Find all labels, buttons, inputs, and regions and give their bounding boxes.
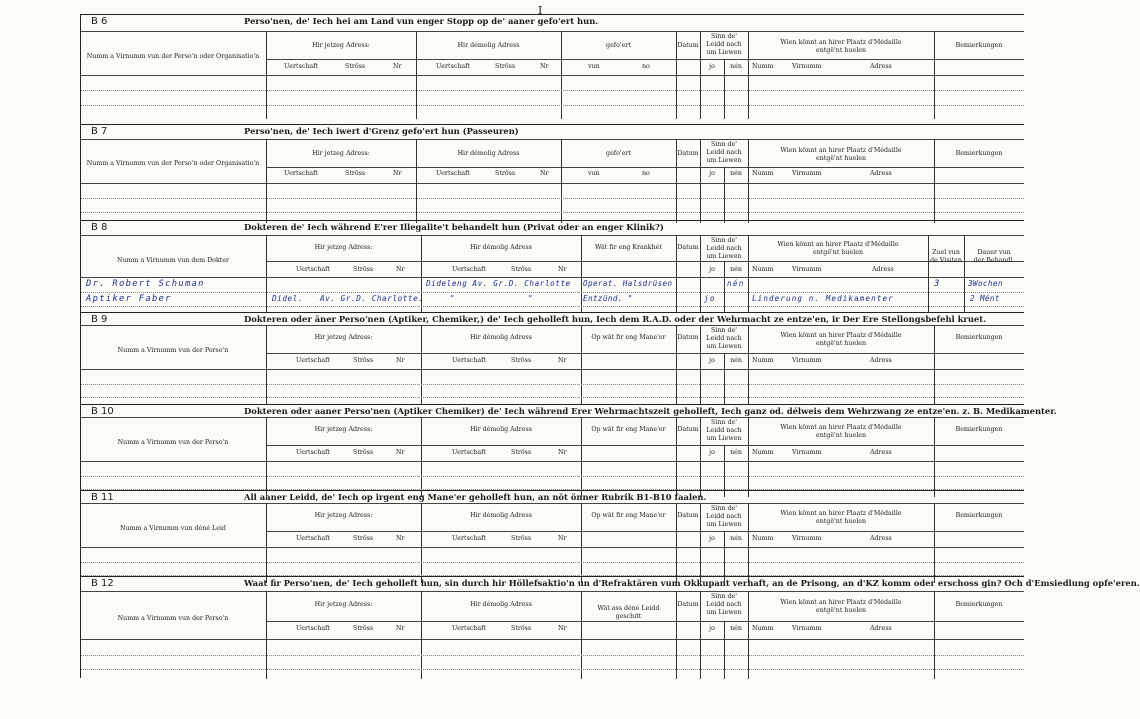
col-header-town: Uertschaft <box>452 266 487 273</box>
page-top-mark: I <box>538 4 543 17</box>
entry-former-address: Dideleng Av. Gr.D. Charlotte <box>426 279 571 288</box>
col-header-yes: jo <box>709 63 715 70</box>
col-header-name: Numm a Virnumm vun der Perso'n oder Organisatio'n <box>86 53 260 60</box>
col-header-town: Uertschaft <box>284 170 319 177</box>
col-header-street: Ströss <box>511 266 532 273</box>
section-b9: B 9 Dokteren oder äner Perso'nen (Aptiker, Chemiker,) de' Iech geholleft hun, Iech dem R.A.D. oder der Wehrmacht ze entze'en, ir Der Ere Stellongsbefehl kruet. Numm a Virnumm vun der Perso'n Hir jetzeg Adress: Uertschaft Ströss Nr Hir démolig Adress Uertschaft Ströss Nr Op wät fir eng Mane'er Datum Sinn de' Leidd nach um Liewen jo nén Wien könnt an hirer Plaatz d'Médaille entgë'nt huelen Numm Virnumm Adress Bemierkungen <box>80 312 1024 405</box>
col-header-illness: Wät fir eng Krankhét <box>595 244 662 251</box>
col-header-former-address: Hir démolig Adress <box>457 42 520 49</box>
section-title: Dokteren de' Iech während E'rer Illegalite't behandelt hun (Privat oder an enger Klinik?) <box>244 222 664 232</box>
col-header-town: Uertschaft <box>284 63 319 70</box>
col-header-no: nén <box>730 625 742 632</box>
col-header-medal: Wien könnt an hirer Plaatz d'Médaille <box>780 424 902 431</box>
col-header-number: Nr <box>558 625 567 632</box>
col-header-to: no <box>642 63 650 70</box>
col-header-address: Adress <box>870 170 892 177</box>
col-header-street: Ströss <box>345 63 366 70</box>
col-header-yes: jo <box>709 625 715 632</box>
col-header-current-address: Hir jetzeg Adress: <box>314 601 373 608</box>
col-header-alive: Sinn de' <box>711 141 737 148</box>
col-header-street: Ströss <box>353 266 374 273</box>
col-header-first-name: Numm <box>752 449 774 456</box>
col-header-town: Uertschaft <box>296 266 331 273</box>
col-header-first-name: Numm <box>752 625 774 632</box>
col-header-town: Uertschaft <box>452 449 487 456</box>
col-header-street: Ströss <box>345 170 366 177</box>
col-header-no: nén <box>730 535 742 542</box>
col-header-name: Numm a Virnumm vun der Perso'n <box>117 615 229 622</box>
col-header-manner: Op wät fir eng Mane'er <box>591 512 666 519</box>
col-header-medal: Wien könnt an hirer Plaatz d'Médaille <box>780 510 902 517</box>
col-header-current-address: Hir jetzeg Adress: <box>314 244 373 251</box>
col-header-number: Nr <box>540 170 549 177</box>
col-header-name: Numm a Virnumm vun déné Leid <box>120 525 226 532</box>
section-title: All aaner Leidd, de' Iech op irgent eng Mane'er geholleft hun, an nöt önner Rubrik B1-B10 faalen. <box>244 492 707 502</box>
col-header-alive: Sinn de' <box>711 593 737 600</box>
col-header-former-address: Hir démolig Adress <box>470 426 532 433</box>
entry-current-street: Av. Gr.D. Charlotte. <box>320 294 424 303</box>
col-header-no: nén <box>730 357 742 364</box>
col-header-number: Nr <box>558 357 567 364</box>
col-header-date: Datum <box>677 512 699 519</box>
col-header-no: nén <box>730 170 742 177</box>
col-header-town: Uertschaft <box>296 535 331 542</box>
col-header-from: vun <box>588 170 600 177</box>
col-header-alive: Sinn de' <box>711 505 737 512</box>
col-header-street: Ströss <box>511 449 532 456</box>
col-header-treatment-duration: Dauer vun <box>977 249 1011 256</box>
col-header-medal: Wien könnt an hirer Plaatz d'Médaille <box>780 147 902 154</box>
col-header-town: Uertschaft <box>436 170 471 177</box>
col-header-number: Nr <box>396 357 405 364</box>
col-header-town: Uertschaft <box>436 63 471 70</box>
col-header-surname: Virnumm <box>792 357 822 364</box>
col-header-first-name: Numm <box>752 170 774 177</box>
registration-form-sheet <box>80 14 1140 678</box>
entry-treatment-duration: 2 Mént <box>970 294 1000 303</box>
section-title: Waat fir Perso'nen, de' Iech geholleft hun, sin durch hir Höllefsaktio'n un d'Refraktären vum Okkupant verhaft, an de Prisong, an d'KZ komm oder erschoss gin? Och d'Emsiedlung opfe'eren. <box>244 578 1140 588</box>
col-header-name: Numm a Virnumm vun der Perso'n <box>117 439 229 446</box>
section-label: B 11 <box>91 492 114 503</box>
col-header-number: Nr <box>558 449 567 456</box>
entry-illness: Entzünd. " <box>583 294 633 303</box>
col-header-driven: gefo'ert <box>606 150 631 157</box>
col-header-town: Uertschaft <box>296 357 331 364</box>
col-header-address: Adress <box>870 449 892 456</box>
col-header-town: Uertschaft <box>452 535 487 542</box>
col-header-alive: Sinn de' <box>711 419 737 426</box>
section-label: B 8 <box>91 222 108 233</box>
col-header-no: nén <box>730 449 742 456</box>
col-header-date: Datum <box>677 150 699 157</box>
col-header-street: Ströss <box>353 449 374 456</box>
col-header-address: Adress <box>870 357 892 364</box>
entry-doctor-name: Dr. Robert Schuman <box>86 279 205 289</box>
col-header-surname: Virnumm <box>792 63 822 70</box>
col-header-town: Uertschaft <box>452 357 487 364</box>
col-header-first-name: Numm <box>752 357 774 364</box>
entry-current-town: Didel. <box>272 294 304 303</box>
col-header-what-happened: Wät ass déné Leidd <box>597 605 660 612</box>
section-b7: B 7 Perso'nen, de' Iech iwert d'Grenz gefo'ert hun (Passeuren) Numm a Virnumm vun der Perso'n oder Organisatio'n Hir jetzeg Adress: Uertschaft Ströss Nr Hir démolig Adress Uertschaft Ströss Nr gefo'ert vun no Datum Sinn de' Leidd nach um Liewen jo nén Wien könnt an hirer Plaatz d'Médaille entgë'nt huelen Numm Virnumm Adress Bemierkungen <box>80 124 1024 223</box>
entry-helper-name: Aptiker Faber <box>86 294 172 304</box>
col-header-no: nén <box>730 63 742 70</box>
section-label: B 12 <box>91 578 114 589</box>
col-header-street: Ströss <box>511 625 532 632</box>
col-header-date: Datum <box>677 601 699 608</box>
entry-illness: Operat. Halsdrüsen <box>583 279 673 288</box>
col-header-former-address: Hir démolig Adress <box>470 512 532 519</box>
col-header-to: no <box>642 170 650 177</box>
section-b6: B 6 Perso'nen, de' Iech hei am Land vun enger Stopp op de' aaner gefo'ert hun. Numm a Virnumm vun der Perso'n oder Organisatio'n Hir jetzeg Adress: Uertschaft Ströss Nr Hir démolig Adress Uertschaft Ströss Nr gefo'ert vun no Datum Sinn de' Leidd nach um Liewen jo nén Wien könnt an hirer Plaatz d'Médaille entgë'nt huelen Numm Virnumm Adress Bemierkungen <box>80 14 1024 119</box>
col-header-number: Nr <box>540 63 549 70</box>
col-header-yes: jo <box>709 170 715 177</box>
entry-ditto-street: " <box>528 294 534 303</box>
col-header-former-address: Hir démolig Adress <box>470 244 532 251</box>
col-header-name: Numm a Virnumm vun der Perso'n oder Organisatio'n <box>86 160 260 167</box>
section-label: B 6 <box>91 16 108 27</box>
col-header-number: Nr <box>558 266 567 273</box>
col-header-first-name: Numm <box>752 266 774 273</box>
col-header-street: Ströss <box>511 535 532 542</box>
col-header-address: Adress <box>870 63 892 70</box>
section-title: Perso'nen, de' Iech hei am Land vun enger Stopp op de' aaner gefo'ert hun. <box>244 16 599 26</box>
col-header-number: Nr <box>396 449 405 456</box>
col-header-current-address: Hir jetzeg Adress: <box>314 512 373 519</box>
col-header-former-address: Hir démolig Adress <box>470 601 532 608</box>
col-header-alive: Sinn de' <box>711 33 737 40</box>
entry-survived-yes: jo <box>704 294 716 303</box>
section-title: Perso'nen, de' Iech iwert d'Grenz gefo'ert hun (Passeuren) <box>244 126 519 136</box>
col-header-remarks: Bemierkungen <box>955 150 1003 157</box>
col-header-current-address: Hir jetzeg Adress: <box>312 150 370 157</box>
col-header-town: Uertschaft <box>452 625 487 632</box>
col-header-number: Nr <box>396 625 405 632</box>
col-header-number: Nr <box>396 266 405 273</box>
col-header-yes: jo <box>709 357 715 364</box>
col-header-yes: jo <box>709 449 715 456</box>
col-header-medal: Wien könnt an hirer Plaatz d'Médaille <box>777 241 899 248</box>
col-header-surname: Virnumm <box>792 170 822 177</box>
col-header-medal: Wien könnt an hirer Plaatz d'Médaille <box>780 39 902 46</box>
col-header-number: Nr <box>393 63 402 70</box>
col-header-date: Datum <box>677 426 699 433</box>
col-header-street: Ströss <box>495 170 516 177</box>
section-b8: B 8 Dokteren de' Iech während E'rer Illegalite't behandelt hun (Privat oder an enger Klinik?) Numm a Virnumm vun dem Dokter Hir jetzeg Adress: Uertschaft Ströss Nr Hir démolig Adress Uertschaft Ströss Nr Wät fir eng Krankhét Datum Sinn de' Leidd nach um Liewen jo nén Wien könnt an hirer Plaatz d'Médaille entgë'nt huelen Numm Virnumm Adress Zuel vun de Visiten Dauer vun der Behandl. Dr. Robert Schuman Dideleng Av. Gr.D. Charlotte Operat. Halsdrüsen nén 3 3Wochen Aptiker Faber Didel. Av. Gr.D. Charlotte. " " Entzünd. " jo Linderung n. Medikamenter 2 Mént <box>80 220 1024 313</box>
col-header-remarks: Bemierkungen <box>955 42 1003 49</box>
entry-survived-no: nén <box>727 279 745 288</box>
col-header-number: Nr <box>393 170 402 177</box>
col-header-current-address: Hir jetzeg Adress: <box>314 426 373 433</box>
col-header-date: Datum <box>677 244 699 251</box>
section-label: B 9 <box>91 314 108 325</box>
section-label: B 10 <box>91 406 114 417</box>
section-title: Dokteren oder aaner Perso'nen (Aptiker Chemiker) de' Iech während Erer Wehrmachtszeit geholleft, Iech ganz od. délweis dem Wehrzwang ze entze'en. z. B. Medikamenter. <box>244 406 1057 416</box>
col-header-town: Uertschaft <box>296 449 331 456</box>
col-header-driven: gefo'ert <box>606 42 631 49</box>
col-header-medal: Wien könnt an hirer Plaatz d'Médaille <box>780 599 902 606</box>
col-header-first-name: Numm <box>752 63 774 70</box>
col-header-name: Numm a Virnumm vun dem Dokter <box>116 257 230 264</box>
col-header-address: Adress <box>872 266 894 273</box>
col-header-street: Ströss <box>495 63 516 70</box>
col-header-remarks: Bemierkungen <box>955 426 1003 433</box>
col-header-former-address: Hir démolig Adress <box>470 334 532 341</box>
col-header-remarks: Bemierkungen <box>955 512 1003 519</box>
col-header-yes: jo <box>709 266 715 273</box>
col-header-surname: Virnumm <box>792 449 822 456</box>
section-label: B 7 <box>91 126 108 137</box>
col-header-visit-count: Zuel vun <box>932 249 960 256</box>
col-header-medal: Wien könnt an hirer Plaatz d'Médaille <box>780 332 902 339</box>
col-header-no: nén <box>730 266 742 273</box>
col-header-number: Nr <box>396 535 405 542</box>
col-header-surname: Virnumm <box>792 266 822 273</box>
col-header-address: Adress <box>870 625 892 632</box>
entry-visit-count: 3 <box>934 279 941 289</box>
col-header-street: Ströss <box>511 357 532 364</box>
section-title: Dokteren oder äner Perso'nen (Aptiker, Chemiker,) de' Iech geholleft hun, Iech dem R.A.D. oder der Wehrmacht ze entze'en, ir Der Ere Stellongsbefehl kruet. <box>244 314 987 324</box>
col-header-address: Adress <box>870 535 892 542</box>
col-header-town: Uertschaft <box>296 625 331 632</box>
col-header-date: Datum <box>677 42 699 49</box>
col-header-date: Datum <box>677 334 699 341</box>
section-b10: B 10 Dokteren oder aaner Perso'nen (Aptiker Chemiker) de' Iech während Erer Wehrmachtszeit geholleft, Iech ganz od. délweis dem Wehrzwang ze entze'en. z. B. Medikamenter. Numm a Virnumm vun der Perso'n Hir jetzeg Adress: Uertschaft Ströss Nr Hir démolig Adress Uertschaft Ströss Nr Op wät fir eng Mane'er Datum Sinn de' Leidd nach um Liewen jo nén Wien könnt an hirer Plaatz d'Médaille entgë'nt huelen Numm Virnumm Adress Bemierkungen <box>80 404 1024 497</box>
col-header-from: vun <box>588 63 600 70</box>
col-header-name: Numm a Virnumm vun der Perso'n <box>117 347 229 354</box>
section-b11: B 11 All aaner Leidd, de' Iech op irgent eng Mane'er geholleft hun, an nöt önner Rubrik B1-B10 faalen. Numm a Virnumm vun déné Leid Hir jetzeg Adress: Uertschaft Ströss Nr Hir démolig Adress Uertschaft Ströss Nr Op wät fir eng Mane'er Datum Sinn de' Leidd nach um Liewen jo nén Wien könnt an hirer Plaatz d'Médaille entgë'nt huelen Numm Virnumm Adress Bemierkungen <box>80 490 1024 583</box>
col-header-former-address: Hir démolig Adress <box>457 150 520 157</box>
col-header-surname: Virnumm <box>792 535 822 542</box>
col-header-yes: jo <box>709 535 715 542</box>
entry-treatment-duration: 3Wochen <box>968 279 1003 288</box>
section-b12: B 12 Waat fir Perso'nen, de' Iech geholleft hun, sin durch hir Höllefsaktio'n un d'Refraktären vum Okkupant verhaft, an de Prisong, an d'KZ komm oder erschoss gin? Och d'Emsiedlung opfe'eren. Numm a Virnumm vun der Perso'n Hir jetzeg Adress: Uertschaft Ströss Nr Hir démolig Adress Uertschaft Ströss Nr Wät ass déné Leidd geschitt Datum Sinn de' Leidd nach um Liewen jo nén Wien könnt an hirer Plaatz d'Médaille entgë'nt huelen Numm Virnumm Adress Bemierkungen <box>80 576 1024 679</box>
entry-remarks: Linderung n. Medikamenter <box>752 294 894 303</box>
col-header-manner: Op wät fir eng Mane'er <box>591 426 666 433</box>
col-header-street: Ströss <box>353 625 374 632</box>
col-header-current-address: Hir jetzeg Adress: <box>312 42 370 49</box>
col-header-remarks: Bemierkungen <box>955 601 1003 608</box>
col-header-surname: Virnumm <box>792 625 822 632</box>
col-header-street: Ströss <box>353 357 374 364</box>
col-header-first-name: Numm <box>752 535 774 542</box>
col-header-alive: Sinn de' <box>711 327 737 334</box>
col-header-number: Nr <box>558 535 567 542</box>
col-header-manner: Op wät fir eng Mane'er <box>591 334 666 341</box>
entry-ditto-town: " <box>450 294 456 303</box>
col-header-alive: Sinn de' <box>711 237 737 244</box>
col-header-remarks: Bemierkungen <box>955 334 1003 341</box>
col-header-current-address: Hir jetzeg Adress: <box>314 334 373 341</box>
col-header-street: Ströss <box>353 535 374 542</box>
